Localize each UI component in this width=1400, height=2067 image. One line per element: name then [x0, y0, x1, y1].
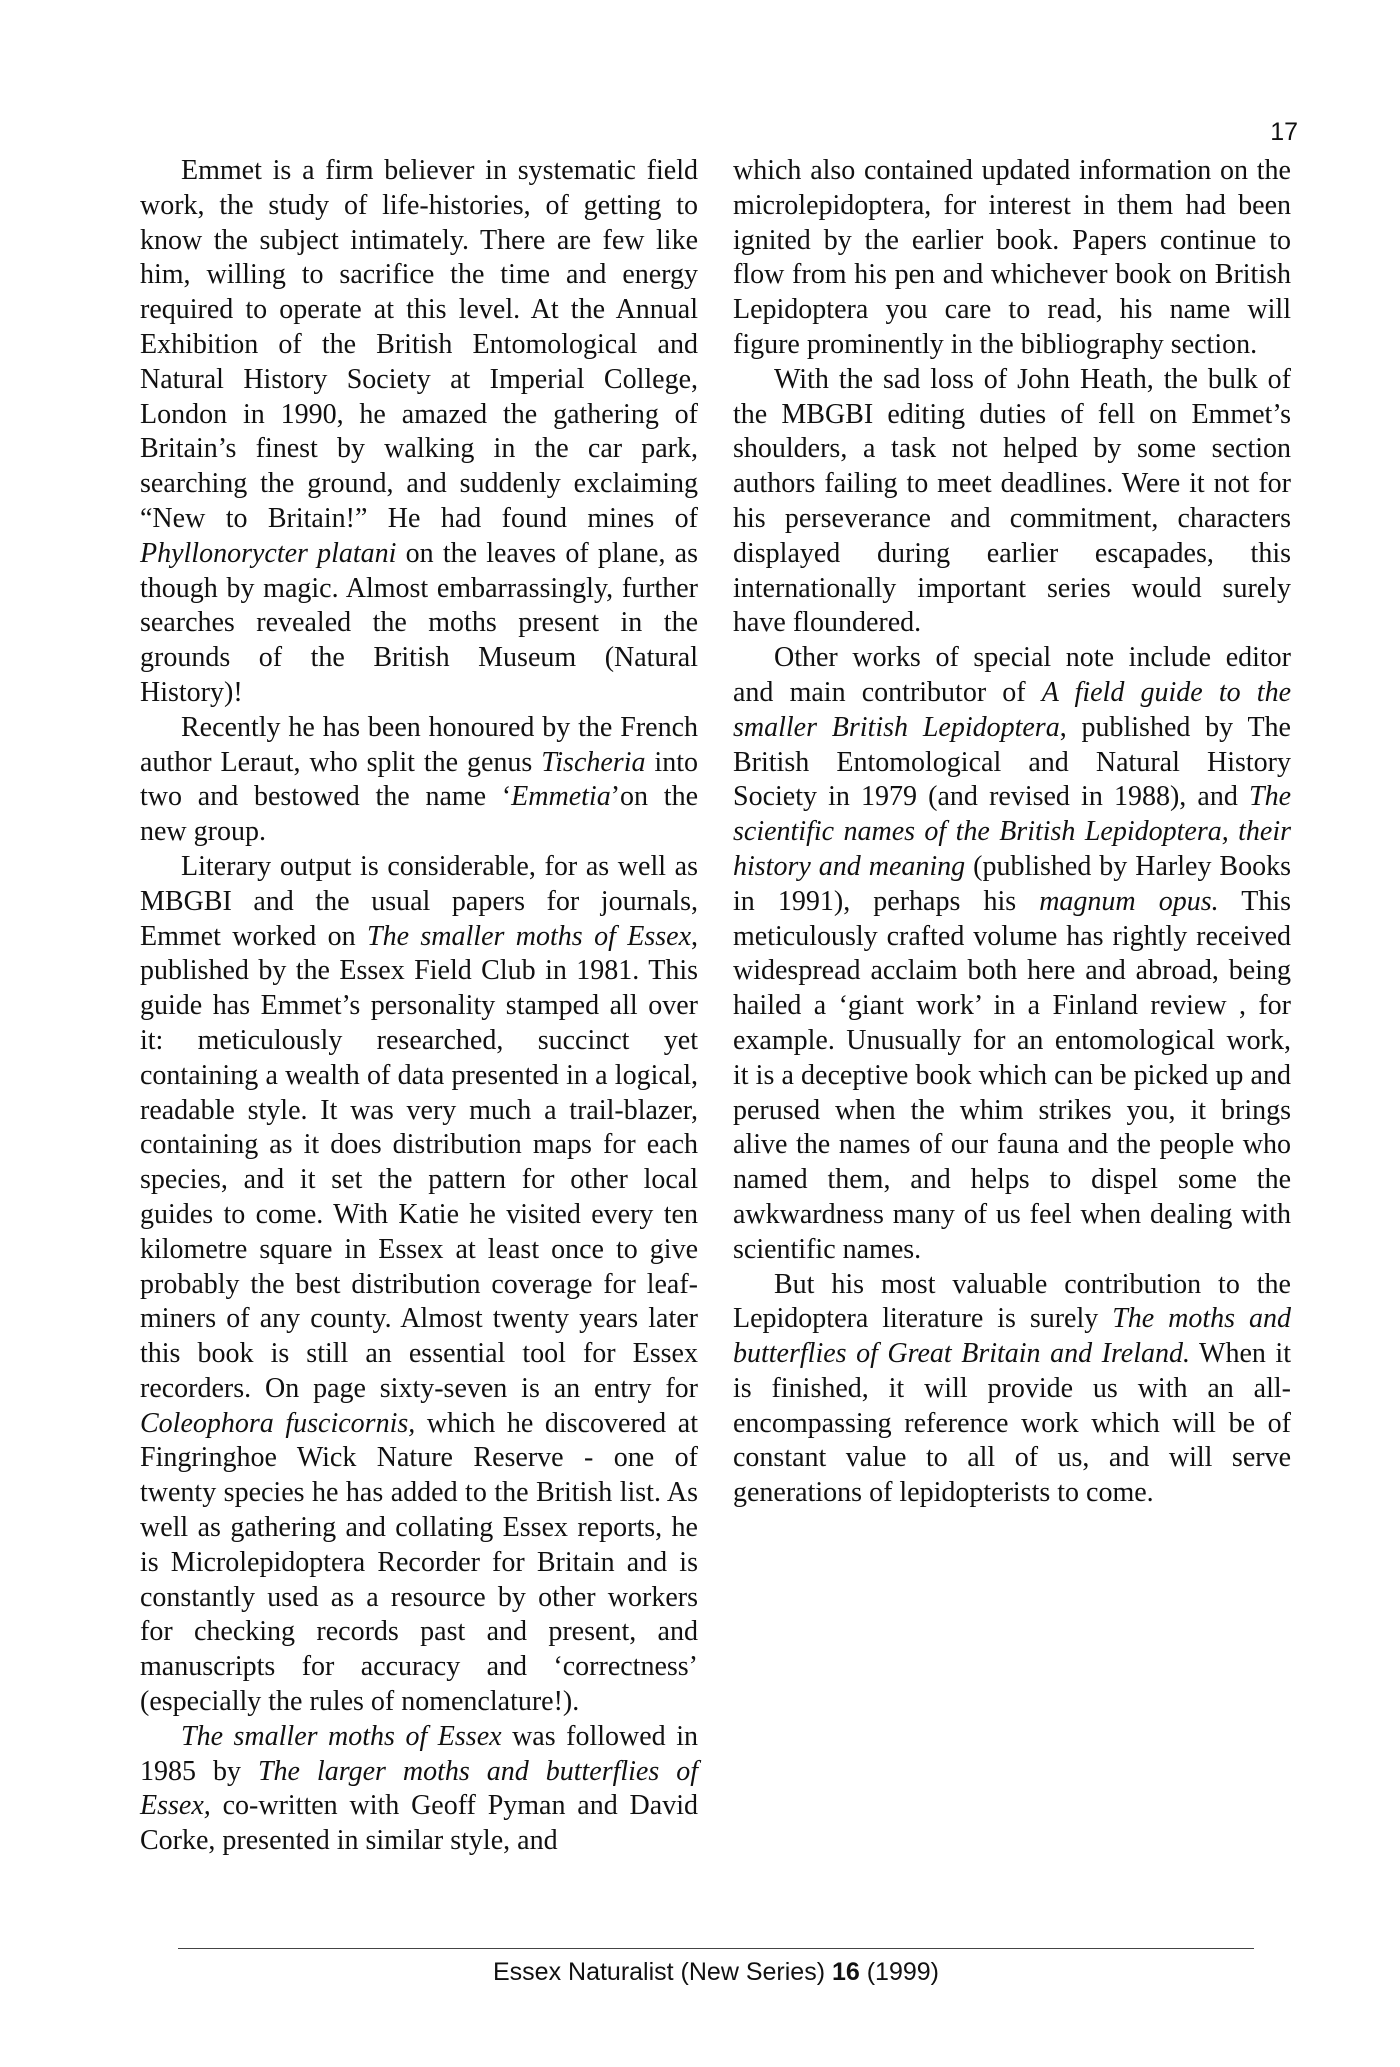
paragraph: Recently he has been honoured by the French author Leraut, who split the genus Tischeria into two and bestowed the name ‘Emmetia’on the new group. [140, 711, 698, 848]
book-title: The smaller moths of Essex [181, 1720, 502, 1752]
paragraph: Emmet is a firm believer in systematic field work, the study of life-histories, of getting to know the subject intimately. There are few like him, willing to sacrifice the time and energy required to operate at this level. At the Annual Exhibition of the British Entomological and Natural History Society at Imperial College, London in 1990, he amazed the gathering of Britain’s finest by walking in the car park, searching the ground, and suddenly exclaiming “New to Britain!” He had found mines of Phyllonorycter platani on the leaves of plane, as though by magic. Almost embarrassingly, further searches revealed the moths present in the grounds of the British Museum (Natural History)! [140, 155, 698, 708]
genus-name: Tischeria [541, 746, 646, 778]
book-title: The moths and butterflies of Great Britain and Ireland. [733, 1303, 1291, 1370]
book-title: The larger moths and butterflies of Essex, [140, 1755, 699, 1822]
paragraph: Literary output is considerable, for as well as MBGBI and the usual papers for journals, Emmet worked on The smaller moths of Essex, published by the Essex Field Club in 1981. This guide has Emmet’s personality stamped all over it: meticulously researched, succinct yet containing a wealth of data presented in a logical, readable style. It was very much a trail-blazer, containing as it does distribution maps for each species, and it set the pattern for other local guides to come. With Katie he visited every ten kilometre square in Essex at least once to give probably the best distribution coverage for leaf-miners of any county. Almost twenty years later this book is still an essential tool for Essex recorders. On page sixty-seven is an entry for Coleophora fuscicornis, which he discovered at Fingringhoe Wick Nature Reserve - one of twenty species he has added to the British list. As well as gathering and collating Essex reports, he is Microlepidoptera Recorder for Britain and is constantly used as a resource by other workers for checking records past and present, and manuscripts for accuracy and ‘correctness’ (especially the rules of nomenclature!). [140, 850, 698, 1718]
footer-rule [178, 1948, 1254, 1949]
genus-name: Emmetia [511, 781, 611, 813]
book-title: The smaller moths of Essex [367, 920, 691, 952]
right-column [733, 154, 1291, 1511]
paragraph: Other works of special note include editor and main contributor of A field guide to the smaller British Lepidoptera, published by The British Entomological and Natural History Society in 1979 (and revised in 1988), and The scientific names of the British Lepidoptera, their history and meaning (published by Harley Books in 1991), perhaps his magnum opus. This meticulously crafted volume has rightly received widespread acclaim both here and abroad, being hailed a ‘giant work’ in a Finland review , for example. Unusually for an entomological work, it is a deceptive book which can be picked up and perused when the whim strikes you, it brings alive the names of our fauna and the people who named them, and helps to dispel some the awkwardness many of us feel when dealing with scientific names. [733, 642, 1291, 1265]
footer [0, 1958, 1400, 1987]
paragraph: which also contained updated information on the microlepidoptera, for interest in them had been ignited by the earlier book. Papers continue to flow from his pen and whichever book on British Lepidoptera you care to read, his name will figure prominently in the bibliography section. [733, 155, 1291, 360]
journal-name: Essex Naturalist (New Series) [492, 1958, 826, 1986]
paragraph: With the sad loss of John Heath, the bulk of the MBGBI editing duties of fell on Emmet’s shoulders, a task not helped by some section authors failing to meet deadlines. Were it not for his perseverance and commitment, characters displayed during earlier escapades, this internationally important series would surely have floundered. [733, 363, 1291, 639]
phrase: magnum opus. [1039, 885, 1219, 917]
left-column [140, 154, 698, 1859]
paragraph: The smaller moths of Essex was followed in 1985 by The larger moths and butterflies of Essex, co-written with Geoff Pyman and David Corke, presented in similar style, and [140, 1720, 699, 1857]
book-title: A field guide to the smaller British Lepidoptera [733, 676, 1291, 743]
species-name: Coleophora fuscicornis, [140, 1407, 416, 1439]
book-title: The scientific names of the British Lepidoptera, their history and meaning [733, 781, 1291, 882]
year: (1999) [866, 1958, 939, 1986]
volume-number: 16 [831, 1958, 860, 1986]
paragraph: But his most valuable contribution to the Lepidoptera literature is surely The moths and butterflies of Great Britain and Ireland. When it is finished, it will provide us with an all-encompassing reference work which will be of constant value to all of us, and will serve generations of lepidopterists to come. [733, 1268, 1291, 1509]
species-name: Phyllonorycter platani [140, 537, 397, 569]
page-number: 17 [1270, 118, 1298, 146]
